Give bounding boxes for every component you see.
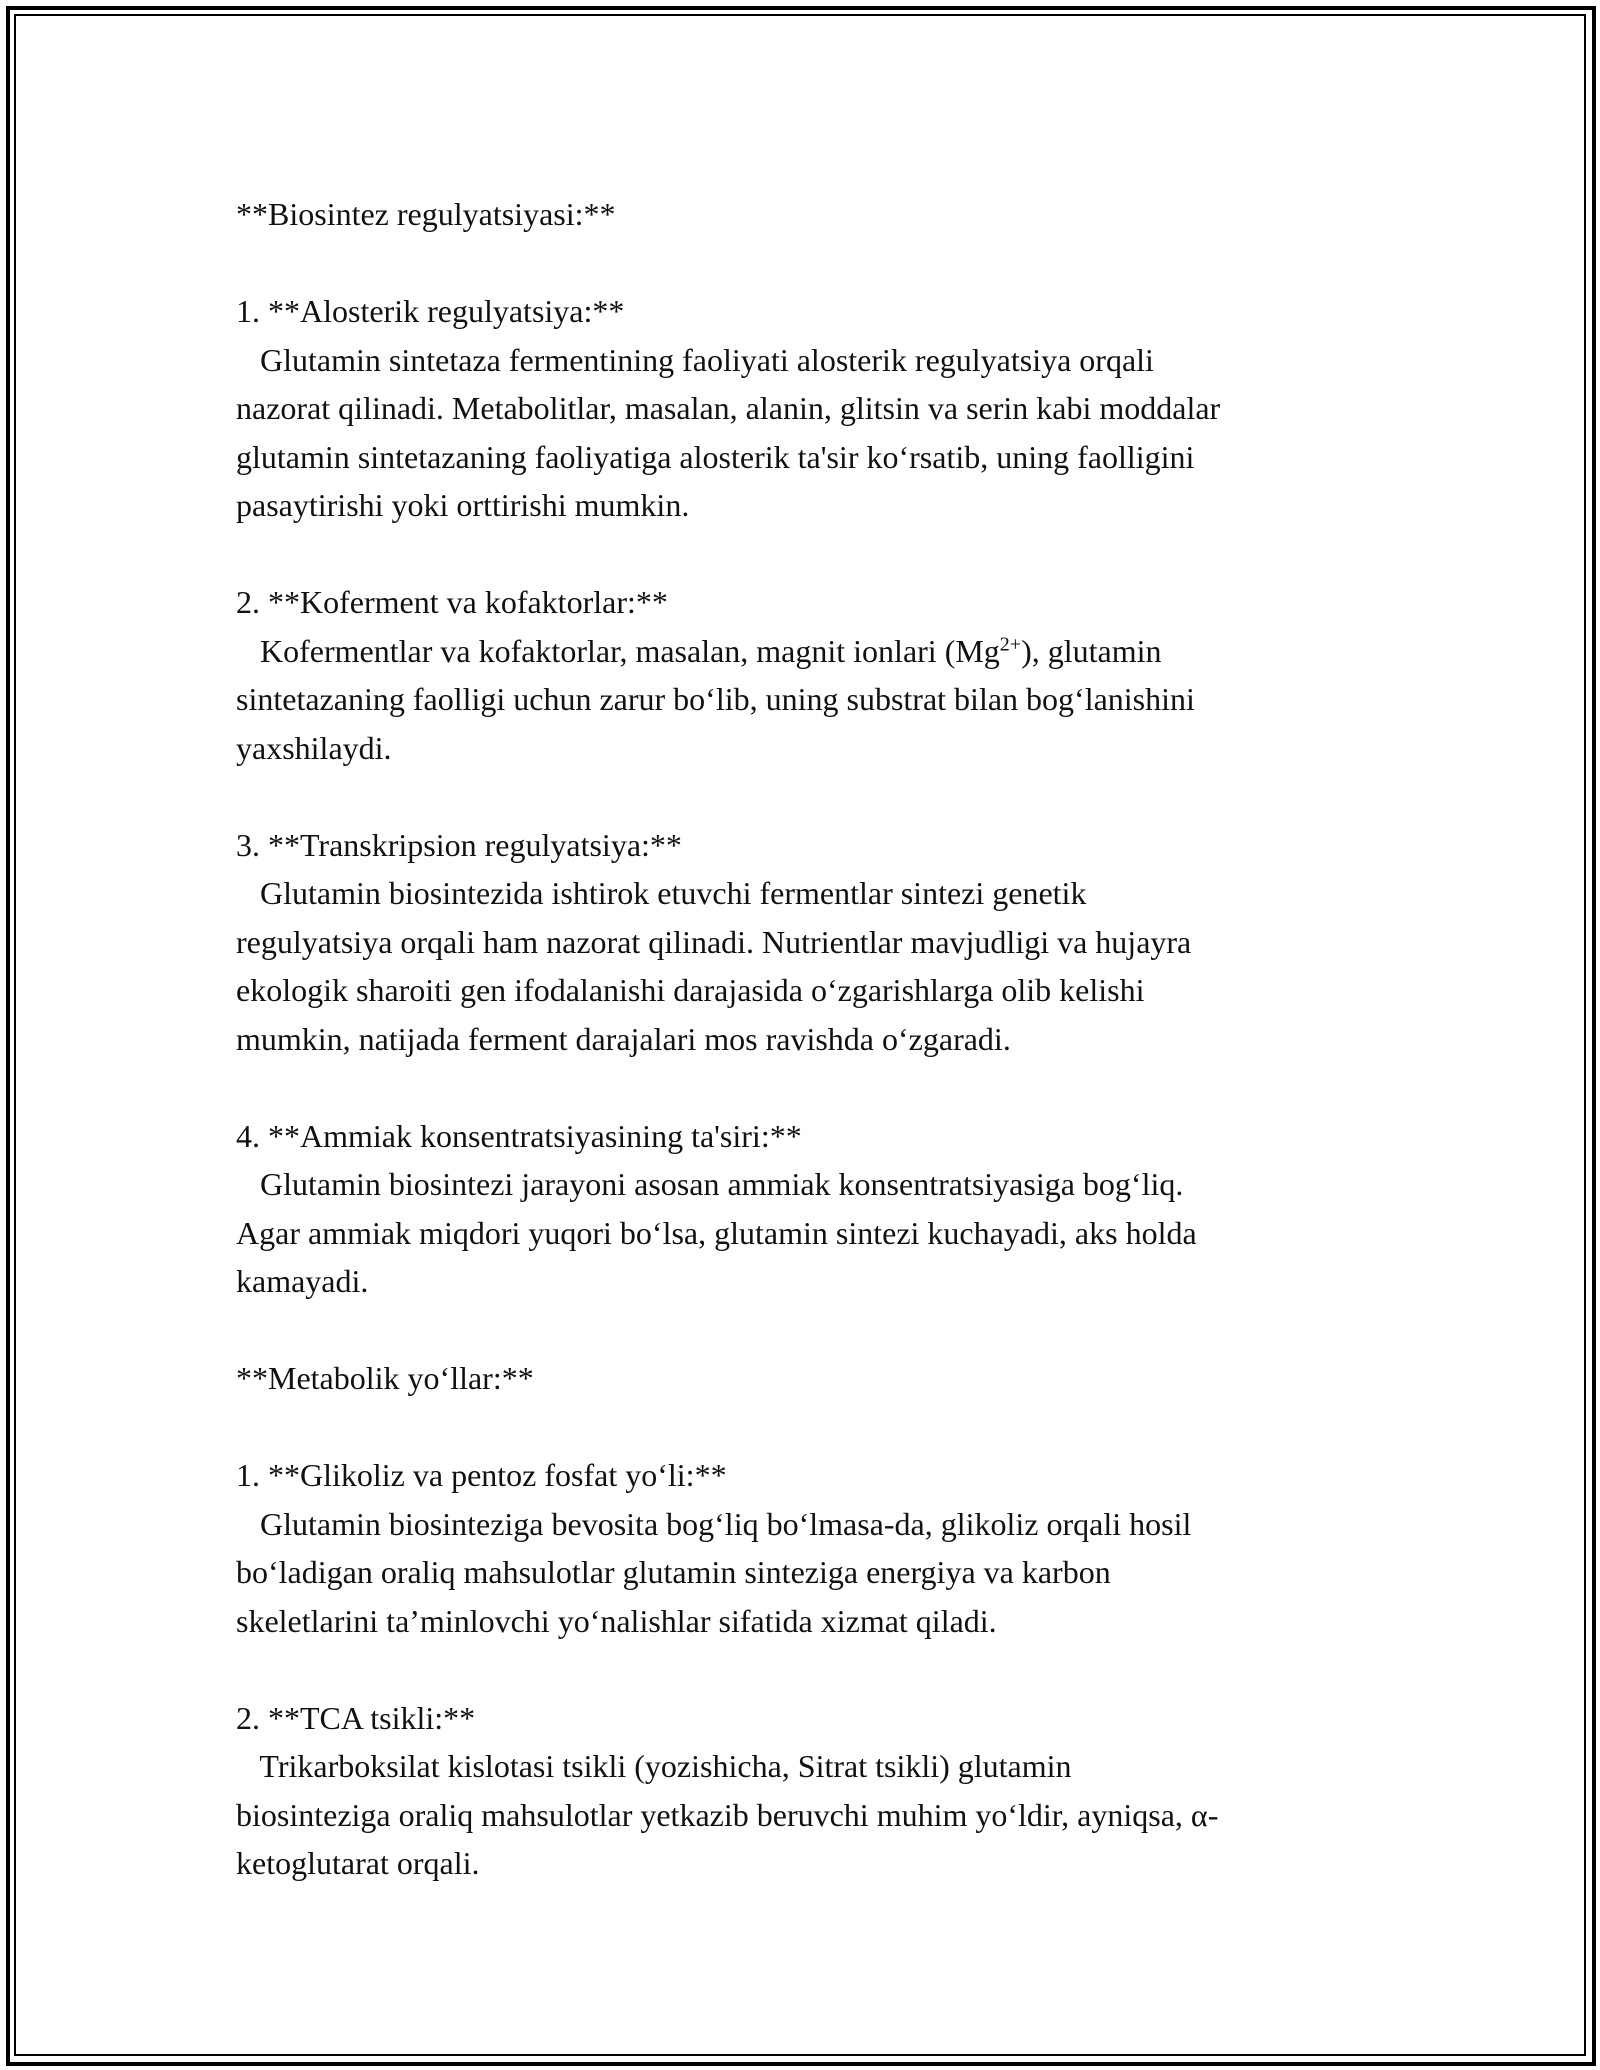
- paragraph-line: pasaytirishi yoki orttirishi mumkin.: [236, 487, 690, 523]
- paragraph-line: mumkin, natijada ferment darajalari mos ravishda o‘zgaradi.: [236, 1020, 1011, 1057]
- paragraph-line: regulyatsiya orqali ham nazorat qilinadi. Nutrientlar mavjudligi va hujayra: [236, 923, 1192, 960]
- paragraph-line-with-superscript: Kofermentlar va kofaktorlar, masalan, magnit ionlari $(Mg^{2+})$, glutamin: [236, 632, 1162, 669]
- paragraph-line: sintetazaning faolligi uchun zarur bo‘lib, uning substrat bilan bog‘lanishini: [236, 681, 1195, 717]
- paragraph-line: glutamin sintetazaning faoliyatiga alosterik ta'sir ko‘rsatib, uning faolligini: [236, 438, 1195, 475]
- paragraph-line: ekologik sharoiti gen ifodalanishi darajasida o‘zgarishlarga olib kelishi: [236, 972, 1145, 1008]
- ion-charge-superscript: 2+: [999, 632, 1022, 655]
- item-heading-allosteric: 1. **Alosterik regulyatsiya:**: [236, 293, 625, 329]
- paragraph-line: Glutamin biosintezida ishtirok etuvchi fermentlar sintezi genetik: [236, 875, 1087, 911]
- paragraph-line: biosinteziga oraliq mahsulotlar yetkazib beruvchi muhim yo‘ldir, ayniqsa, α-: [236, 1796, 1219, 1833]
- paragraph-line: bo‘ladigan oraliq mahsulotlar glutamin sinteziga energiya va karbon: [236, 1554, 1111, 1590]
- section-heading-metabolic-pathways: **Metabolik yo‘llar:**: [236, 1360, 534, 1396]
- paragraph-line: kamayadi.: [236, 1263, 369, 1299]
- item-heading-coenzymes: 2. **Koferment va kofaktorlar:**: [236, 584, 668, 620]
- paragraph-line: ketoglutarat orqali.: [236, 1845, 480, 1881]
- paragraph-line: Trikarboksilat kislotasi tsikli (yozishicha, Sitrat tsikli) glutamin: [236, 1748, 1072, 1784]
- paragraph-line: skeletlarini ta’minlovchi yo‘nalishlar sifatida xizmat qiladi.: [236, 1602, 997, 1639]
- item-heading-tca-cycle: 2. **TCA tsikli:**: [236, 1699, 476, 1736]
- document-page: [236, 190, 1386, 1888]
- paragraph-line: yaxshilaydi.: [236, 729, 392, 766]
- paragraph-line: Glutamin sintetaza fermentining faoliyati alosterik regulyatsiya orqali: [236, 341, 1154, 378]
- item-heading-glycolysis: 1. **Glikoliz va pentoz fosfat yo‘li:**: [236, 1457, 727, 1493]
- paragraph-line: Glutamin biosinteziga bevosita bog‘liq bo‘lmasa-da, glikoliz orqali hosil: [236, 1505, 1192, 1542]
- paragraph-line: nazorat qilinadi. Metabolitlar, masalan, alanin, glitsin va serin kabi moddalar: [236, 390, 1221, 426]
- paragraph-line: Glutamin biosintezi jarayoni asosan ammiak konsentratsiyasiga bog‘liq.: [236, 1166, 1184, 1202]
- paragraph-line: Agar ammiak miqdori yuqori bo‘lsa, glutamin sintezi kuchayadi, aks holda: [236, 1214, 1197, 1251]
- section-heading-biosynthesis-regulation: **Biosintez regulyatsiyasi:**: [236, 196, 616, 232]
- item-heading-transcriptional: 3. **Transkripsion regulyatsiya:**: [236, 826, 682, 863]
- item-heading-ammonia: 4. **Ammiak konsentratsiyasining ta'siri:**: [236, 1117, 802, 1154]
